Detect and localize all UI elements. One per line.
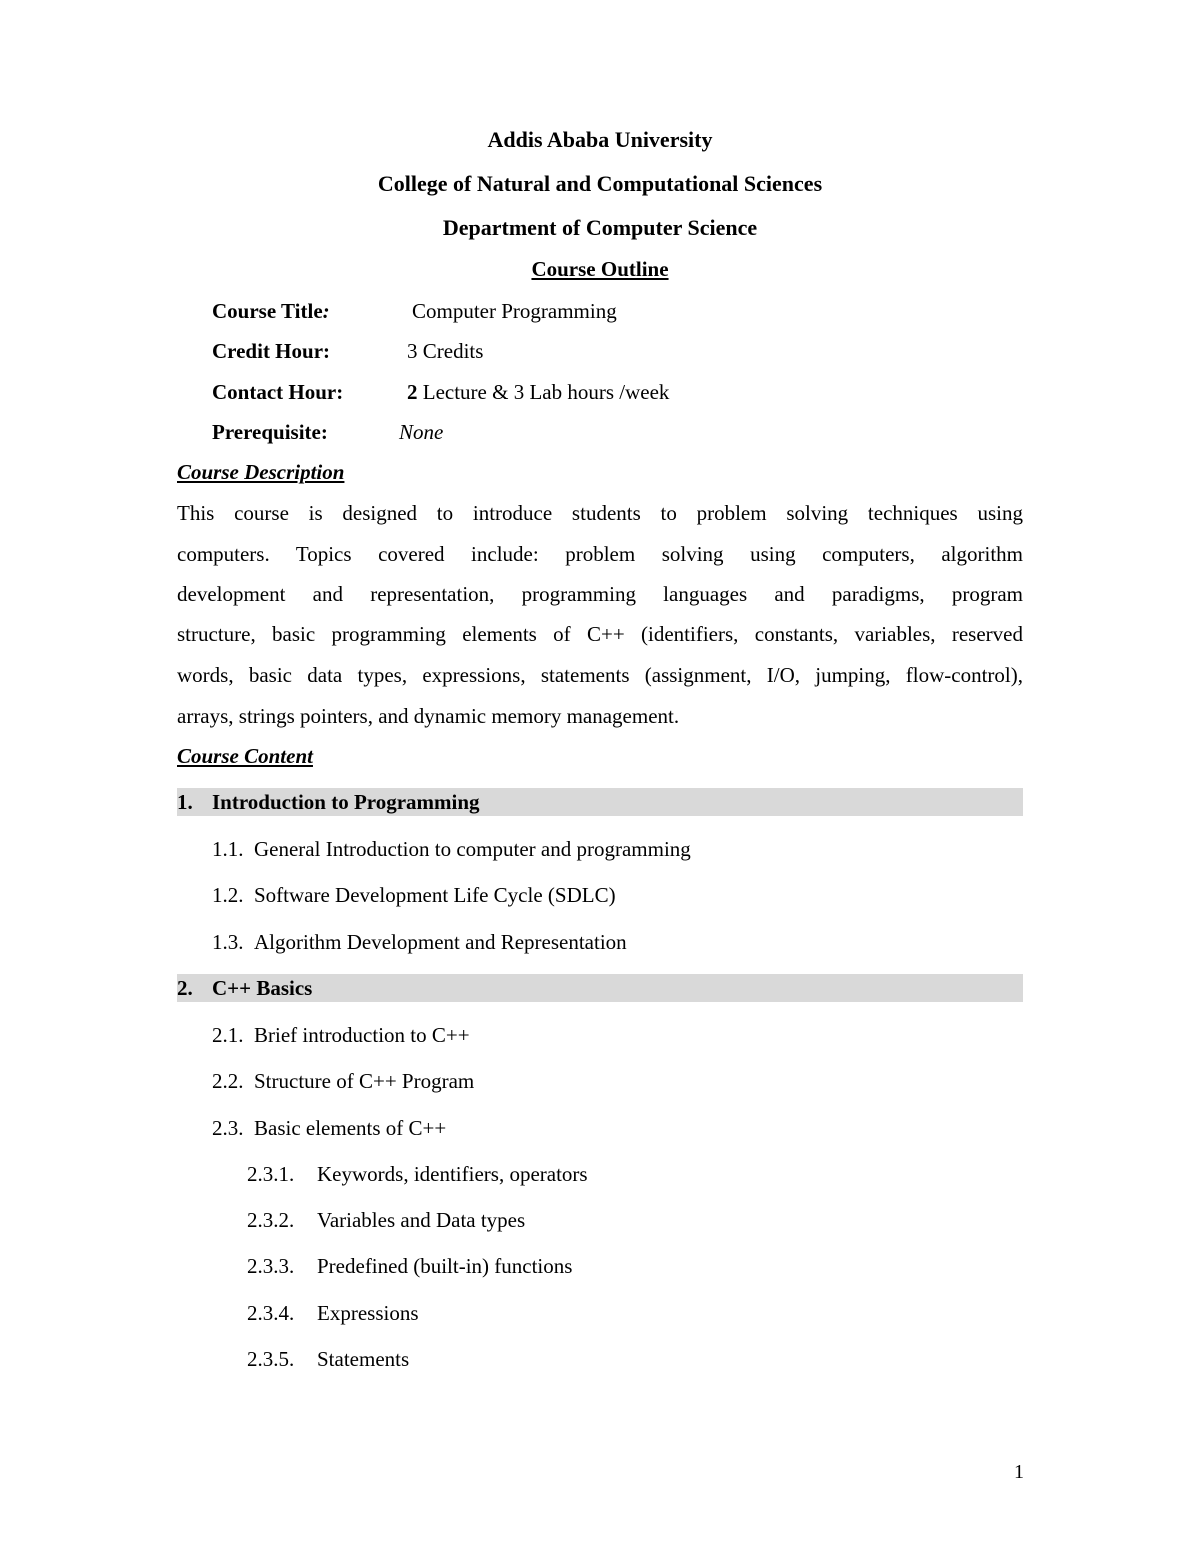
section-number: 2. [177, 976, 193, 1000]
subitem-text: Statements [317, 1347, 410, 1371]
description-line: This course is designed to introduce students to problem solving techniques using [177, 501, 1023, 525]
course-description-heading: Course Description [177, 460, 345, 484]
description-line: development and representation, programming languages and paradigms, program [177, 582, 1023, 606]
college-name: College of Natural and Computational Sciences [377, 171, 823, 196]
section-heading-introduction [177, 788, 1023, 816]
subitem-number: 2.3.5. [247, 1347, 295, 1371]
subitem-number: 2.3.4. [247, 1301, 295, 1325]
item-text: Software Development Life Cycle (SDLC) [254, 883, 616, 907]
item-text: Brief introduction to C++ [254, 1023, 470, 1047]
subitem-number: 2.3.2. [247, 1208, 295, 1232]
item-text: Algorithm Development and Representation [254, 930, 627, 954]
subitem-text: Expressions [317, 1301, 419, 1325]
course-title-value: Computer Programming [412, 299, 617, 323]
credit-hour-label: Credit Hour: [212, 339, 331, 363]
credit-hour-value: 3 Credits [407, 339, 484, 363]
contact-hour-rest: Lecture & 3 Lab hours /week [417, 380, 670, 404]
subitem-number: 2.3.1. [247, 1162, 295, 1186]
description-line: computers. Topics covered include: problem solving using computers, algorithm [177, 542, 1023, 566]
item-number: 1.1. [212, 837, 244, 861]
item-number: 2.1. [212, 1023, 244, 1047]
item-text: Basic elements of C++ [254, 1116, 447, 1140]
item-text: General Introduction to computer and programming [254, 837, 691, 861]
item-number: 2.3. [212, 1116, 244, 1140]
subitem-text: Variables and Data types [317, 1208, 526, 1232]
contact-hour-value [407, 377, 669, 407]
section-title: Introduction to Programming [212, 790, 480, 814]
prerequisite-label: Prerequisite: [212, 420, 328, 444]
department-name: Department of Computer Science [442, 215, 758, 240]
description-line: words, basic data types, expressions, statements (assignment, I/O, jumping, flow-control), [177, 663, 1023, 687]
course-content-heading: Course Content [177, 744, 313, 768]
page-number: 1 [1014, 1461, 1024, 1483]
section-title: C++ Basics [212, 976, 313, 1000]
subitem-number: 2.3.3. [247, 1254, 295, 1278]
item-number: 2.2. [212, 1069, 244, 1093]
subitem-text: Predefined (built-in) functions [317, 1254, 573, 1278]
course-title-colon: : [322, 299, 330, 323]
university-name: Addis Ababa University [487, 127, 713, 152]
course-title-label [212, 296, 330, 326]
section-number: 1. [177, 790, 193, 814]
section-heading-cpp-basics [177, 974, 1023, 1002]
description-line: structure, basic programming elements of C++ (identifiers, constants, variables, reserved [177, 622, 1023, 646]
subitem-text: Keywords, identifiers, operators [317, 1162, 588, 1186]
course-title-label-text: Course Title [212, 299, 323, 323]
item-text: Structure of C++ Program [254, 1069, 475, 1093]
item-number: 1.2. [212, 883, 244, 907]
outline-title-wrap [0, 257, 1200, 282]
outline-title: Course Outline [531, 257, 669, 281]
item-number: 1.3. [212, 930, 244, 954]
contact-hour-lecture-count: 2 [407, 380, 418, 404]
prerequisite-value: None [399, 420, 444, 444]
description-line-last: arrays, strings pointers, and dynamic memory management. [177, 704, 680, 728]
contact-hour-label: Contact Hour: [212, 380, 344, 404]
